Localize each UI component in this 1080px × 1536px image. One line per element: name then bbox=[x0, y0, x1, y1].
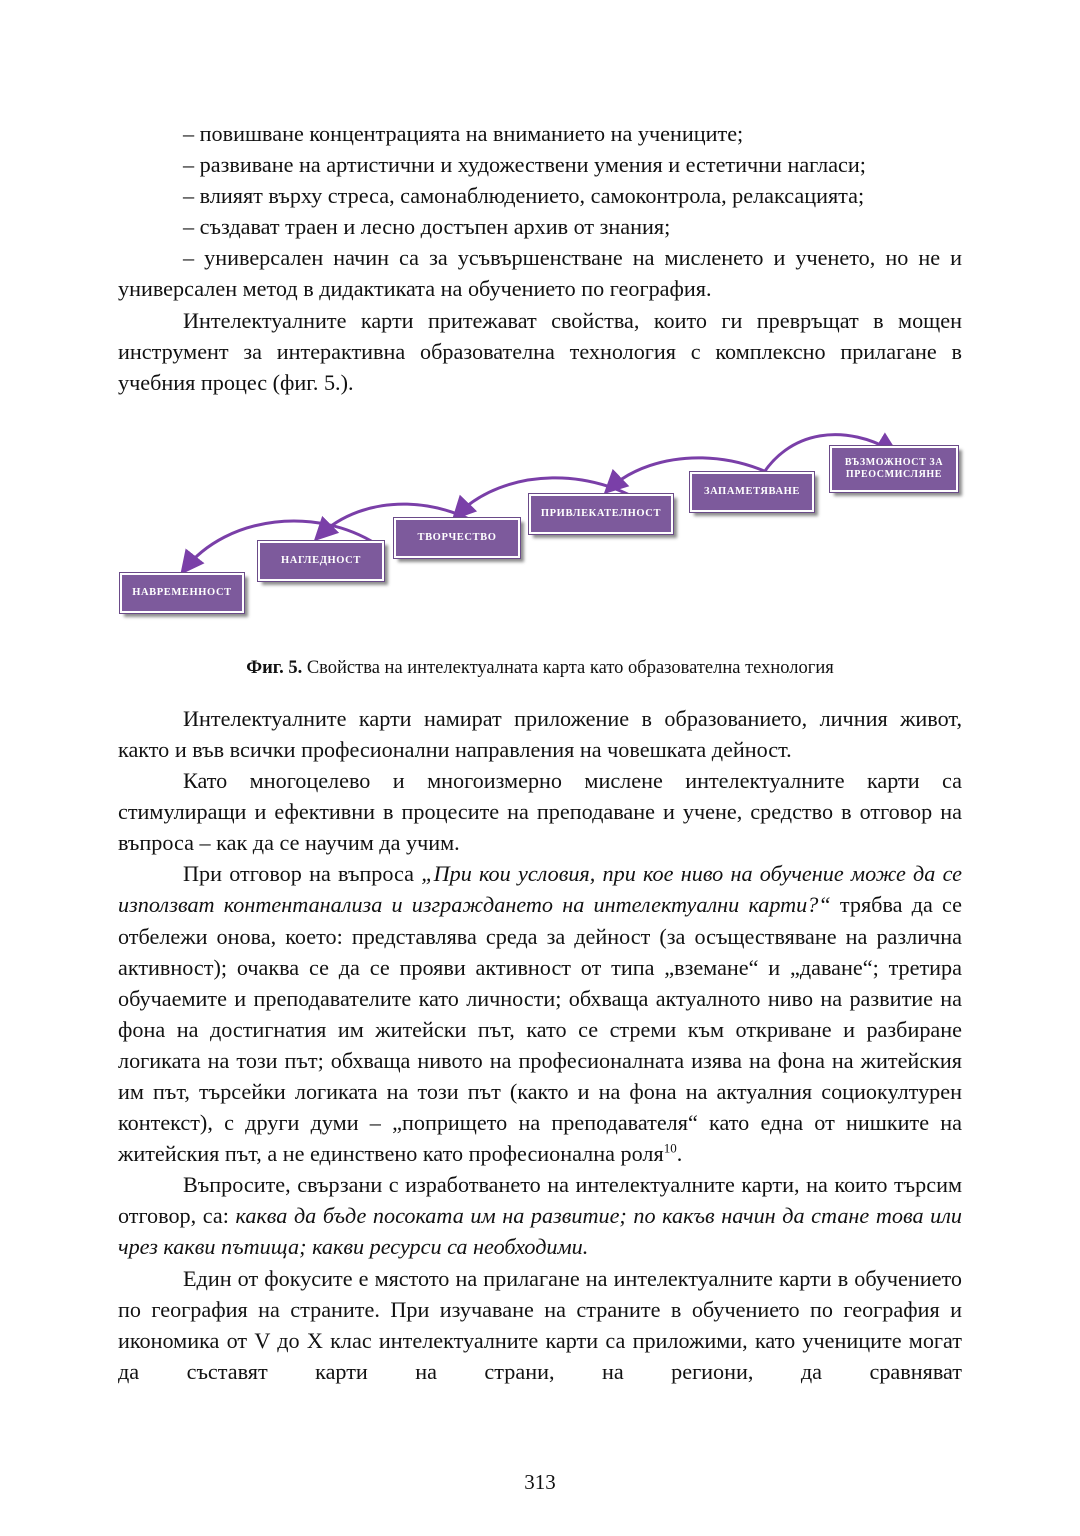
italic-question: „При кои условия, при кое ниво на обучение може да се използват контентанализа и изграждането на интелектуални карти?“ bbox=[118, 861, 962, 918]
paragraph: Един от фокусите е мястото на прилагане на интелектуалните карти в обучението по география на страните. При изучаване на страните в обучението по география и икономика от V до X клас интелектуалните карти са приложими, като учениците могат да съставят карти на страни, на региони, да сравняват bbox=[118, 1265, 962, 1384]
intro-paragraph: Интелектуалните карти притежават свойства, които ги превръщат в мощен инструмент за интерактивна образователна технология с комплексно прилагане в учебния процес (фиг. 5.). bbox=[118, 307, 962, 395]
box-tvorchestvo: ТВОРЧЕСТВО bbox=[394, 518, 520, 558]
paragraph: Интелектуалните карти намират приложение в образованието, личния живот, както и във всички професионални направления на човешката дейност. bbox=[118, 705, 962, 762]
text-span: . bbox=[676, 1141, 683, 1167]
text-span: Въпросите, свързани с изработването на интелектуалните карти, на които търсим отговор, са: bbox=[118, 1172, 962, 1229]
text-span: При отговор на въпроса bbox=[183, 861, 422, 887]
caption-label: Фиг. 5. bbox=[246, 657, 303, 678]
list-item: – влияят върху стреса, самонаблюдението, самоконтрола, релаксацията; bbox=[183, 183, 865, 209]
paragraph bbox=[118, 858, 962, 1169]
text-span: трябва да се отбележи онова, което: представлява среда за дейност (за осъществяване на различна активност); очаква се да се прояви активност от типа „вземане“ и „даване“; третира обучаемите и преподавателите като личности; обхваща актуалното ниво на развитие на фона на достигнатия им житейски път, като се стреми към откриване и разбиране логиката на този път; обхваща нивото на професионалната изява на фона на житейския им път, търсейки логиката на този път (както и на фона на актуалния социокултурен контекст), с други думи – „попрището на преподавателя“ като една от нишките на житейския път, а не единствено като професионална роля bbox=[118, 892, 962, 1167]
page-number: 313 bbox=[524, 1470, 556, 1494]
box-privlekatelnost: ПРИВЛЕКАТЕЛНОСТ bbox=[529, 494, 673, 534]
list-item: – повишване концентрацията на вниманието на учениците; bbox=[183, 121, 744, 146]
box-nagladnost: НАГЛЕДНОСТ bbox=[258, 541, 384, 581]
box-vazmozhnost: ВЪЗМОЖНОСТ ЗА ПРЕОСМИСЛЯНЕ bbox=[830, 446, 958, 492]
box-zapametyavane: ЗАПАМЕТЯВАНЕ bbox=[690, 472, 814, 512]
footnote-ref[interactable]: 10 bbox=[663, 1140, 677, 1156]
box-navremennost: НАВРЕМЕННОСТ bbox=[120, 573, 244, 613]
paragraph bbox=[118, 1169, 962, 1262]
figure-caption bbox=[118, 655, 962, 681]
paragraph: Като многоцелево и многоизмерно мислене интелектуалните карти са стимулиращи и ефективни в процесите на преподаване и учене, средство в отговор на въпроса – как да се научим да учим. bbox=[118, 768, 962, 856]
figure-5-diagram bbox=[118, 432, 962, 637]
list-item: – създават траен и лесно достъпен архив от знания; bbox=[183, 214, 671, 240]
italic-text: каква да бъде посоката им на развитие; по какъв начин да стане това или чрез какви пътища; какви ресурси са необходими. bbox=[118, 1203, 962, 1260]
caption-text: Свойства на интелектуалната карта като образователна технология bbox=[306, 657, 834, 678]
page-body bbox=[118, 118, 962, 1387]
list-item: – универсален начин са за усъвършенстване на мисленето и ученето, но не и универсален метод в дидактиката на обучението по география. bbox=[118, 245, 962, 302]
list-item: – развиване на артистични и художествени умения и естетични нагласи; bbox=[183, 152, 866, 178]
